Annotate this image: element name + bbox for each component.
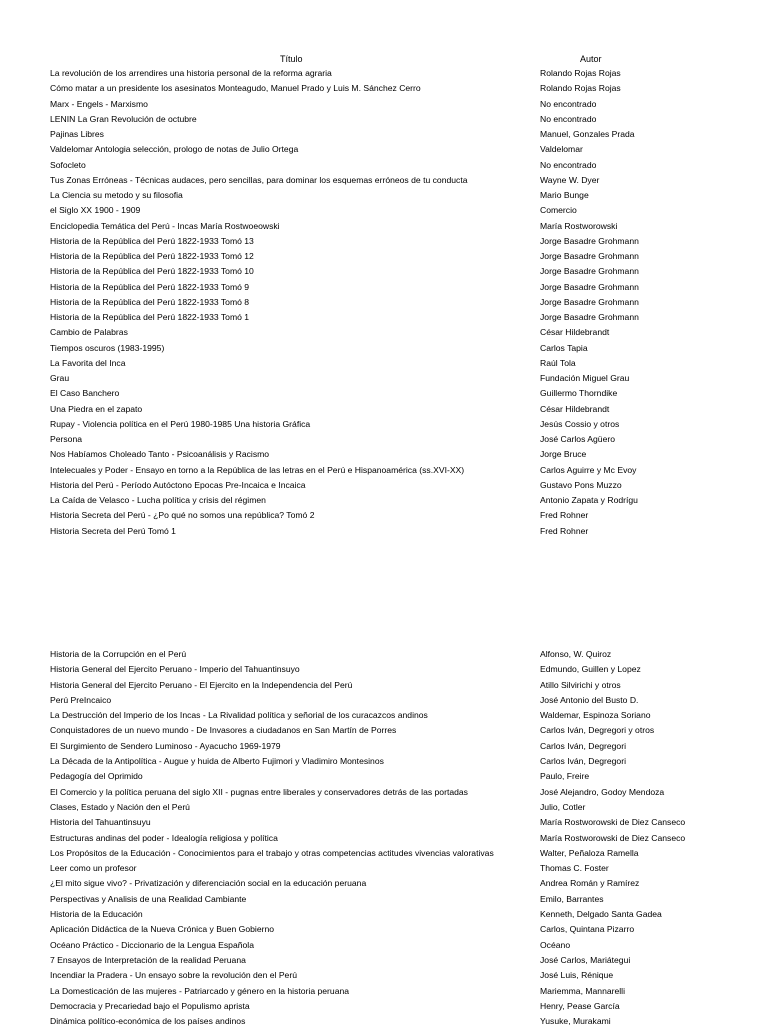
book-author: José Antonio del Busto D. (540, 694, 639, 705)
book-title: Democracia y Precariedad bajo el Populismo aprista (50, 1000, 250, 1011)
book-title: Intelecuales y Poder - Ensayo en torno a la República de las letras en el Perú e Hispanoamérica (ss.XVI-XX) (50, 464, 465, 475)
table-row (0, 508, 768, 523)
table-row (0, 295, 768, 310)
book-author: Fundación Miguel Grau (540, 373, 630, 383)
book-title: Historia de la República del Perú 1822-1933 Tomó 13 (50, 235, 254, 246)
book-author: Henry, Pease García (540, 1000, 620, 1011)
book-title: Rupay - Violencia política en el Perú 1980-1985 Una historia Gráfica (50, 418, 311, 429)
table-row (0, 493, 768, 508)
book-title: Nos Habíamos Choleado Tanto - Psicoanálisis y Racismo (50, 449, 270, 460)
book-title: Estructuras andinas del poder - Idealogía religiosa y política (50, 832, 278, 843)
book-title: Historia del Tahuantinsuyu (50, 817, 151, 828)
table-row (0, 219, 768, 234)
table-row (0, 739, 768, 754)
book-title: Perspectivas y Analisis de una Realidad Cambiante (50, 893, 247, 904)
book-list-group-2 (0, 647, 768, 1029)
table-row (0, 249, 768, 264)
table-row (0, 173, 768, 188)
table-row (0, 662, 768, 677)
book-author: Gustavo Pons Muzzo (540, 479, 622, 490)
book-title: Los Propósitos de la Educación - Conocimientos para el trabajo y otras competencias actitudes vivencias valorativas (50, 847, 494, 858)
book-author: Carlos Iván, Degregori y otros (540, 725, 655, 736)
table-row (0, 846, 768, 861)
book-author: No encontrado (540, 113, 597, 124)
book-author: Julio, Cotler (540, 801, 586, 812)
book-author: Comercio (540, 205, 577, 216)
book-title: Historia de la Educación (50, 909, 143, 920)
table-row (0, 478, 768, 493)
table-row (0, 647, 768, 662)
book-title: Cómo matar a un presidente los asesinatos Monteagudo, Manuel Prado y Luis M. Sánchez Cerro (50, 83, 421, 94)
book-author: César Hildebrandt (540, 327, 610, 338)
book-author: Edmundo, Guillen y Lopez (540, 664, 641, 675)
table-row (0, 922, 768, 937)
book-author: Waldemar, Espinoza Soriano (540, 710, 651, 721)
book-title: La Favorita del Inca (50, 357, 126, 368)
book-title: Historia de la Corrupción en el Perú (50, 649, 187, 659)
book-title: La Domesticación de las mujeres - Patriarcado y género en la historia peruana (50, 985, 350, 996)
book-title: Grau (50, 373, 70, 383)
book-title: La Década de la Antipolítica - Augue y huida de Alberto Fujimori y Vladimiro Montesinos (50, 756, 384, 767)
table-row (0, 999, 768, 1014)
book-author: Guillermo Thorndike (540, 388, 618, 399)
book-title: Historia de la República del Perú 1822-1933 Tomó 12 (50, 251, 254, 261)
book-title: Historia de la República del Perú 1822-1933 Tomó 9 (50, 281, 250, 292)
book-author: Thomas C. Foster (540, 863, 609, 874)
book-title: Pedagogía del Oprimido (50, 771, 143, 782)
book-author: Rolando Rojas Rojas (540, 83, 621, 94)
table-row (0, 968, 768, 983)
book-title: Incendiar la Pradera - Un ensayo sobre la revolución den el Perú (50, 970, 297, 981)
book-author: Fred Rohner (540, 510, 589, 521)
book-title: Tiempos oscuros (1983-1995) (50, 342, 165, 353)
book-author: No encontrado (540, 98, 597, 109)
table-row (0, 402, 768, 417)
book-author: Jorge Basadre Grohmann (540, 281, 639, 292)
book-author: Alfonso, W. Quiroz (540, 649, 612, 659)
table-row (0, 112, 768, 127)
table-row (0, 188, 768, 203)
table-row (0, 907, 768, 922)
book-author: Jorge Basadre Grohmann (540, 296, 639, 307)
table-row (0, 234, 768, 249)
book-list-group-1 (0, 66, 768, 539)
table-row (0, 984, 768, 999)
table-row (0, 800, 768, 815)
book-author: Kenneth, Delgado Santa Gadea (540, 909, 662, 920)
book-title: La Ciencia su metodo y su filosofia (50, 190, 183, 200)
book-author: Andrea Román y Ramírez (540, 878, 640, 889)
book-author: María Rostworowski (540, 220, 618, 231)
table-row (0, 815, 768, 830)
table-row (0, 264, 768, 279)
author-column-header: Autor (580, 54, 602, 64)
book-title: El Comercio y la política peruana del siglo XII - pugnas entre liberales y conservadores detrás de las portadas (50, 786, 468, 797)
table-row (0, 447, 768, 462)
book-title: La Destrucción del Imperio de los Incas - La Rivalidad política y señorial de los curacazcos andinos (50, 710, 428, 721)
book-title: Historia de la República del Perú 1822-1933 Tomó 8 (50, 296, 250, 307)
book-author: Jorge Basadre Grohmann (540, 235, 639, 246)
book-title: ¿El mito sigue vivo? - Privatización y diferenciación social en la educación peruana (50, 878, 367, 889)
book-author: Paulo, Freire (540, 771, 590, 782)
book-author: Carlos Iván, Degregori (540, 740, 626, 751)
book-author: José Luis, Rénique (540, 970, 614, 981)
book-title: Historia General del Ejercito Peruano - El Ejercito en la Independencia del Perú (50, 679, 353, 690)
table-row (0, 158, 768, 173)
book-title: Enciclopedia Temática del Perú - Incas María Rostwoeowski (50, 220, 280, 231)
book-author: José Carlos Agüero (540, 434, 615, 444)
table-row (0, 708, 768, 723)
book-title: Historia General del Ejercito Peruano - Imperio del Tahuantinsuyo (50, 664, 300, 675)
book-author: Antonio Zapata y Rodrígu (540, 495, 638, 505)
book-author: Jorge Bruce (540, 449, 587, 460)
table-row (0, 341, 768, 356)
book-title: El Caso Banchero (50, 388, 120, 399)
book-author: Atillo Silvirichi y otros (540, 679, 621, 690)
book-title: La revolución de los arrendires una historia personal de la reforma agraria (50, 68, 332, 78)
book-author: Emilo, Barrantes (540, 893, 604, 904)
table-row (0, 938, 768, 953)
table-row (0, 861, 768, 876)
table-row (0, 66, 768, 81)
book-author: María Rostworowski de Diez Canseco (540, 832, 686, 843)
book-author: César Hildebrandt (540, 403, 610, 414)
book-author: Carlos Iván, Degregori (540, 756, 626, 767)
book-author: Jorge Basadre Grohmann (540, 312, 639, 322)
title-column-header: Título (280, 54, 303, 64)
table-row (0, 754, 768, 769)
book-title: LENIN La Gran Revolución de octubre (50, 113, 197, 124)
book-author: Mario Bunge (540, 190, 589, 200)
book-title: Historia Secreta del Perú Tomó 1 (50, 525, 176, 536)
book-author: Raúl Tola (540, 357, 576, 368)
table-row (0, 876, 768, 891)
table-row (0, 678, 768, 693)
book-title: Leer como un profesor (50, 863, 137, 874)
book-author: No encontrado (540, 159, 597, 170)
book-title: Perú PreIncaico (50, 694, 112, 705)
table-row (0, 723, 768, 738)
book-title: el Siglo XX 1900 - 1909 (50, 205, 141, 216)
table-row (0, 127, 768, 142)
table-row (0, 417, 768, 432)
table-row (0, 97, 768, 112)
table-row (0, 432, 768, 447)
table-row (0, 386, 768, 401)
book-author: Wayne W. Dyer (540, 174, 600, 185)
book-author: Walter, Peñaloza Ramella (540, 847, 639, 858)
book-title: La Caída de Velasco - Lucha política y crisis del régimen (50, 495, 266, 505)
book-author: Océano (540, 939, 571, 950)
table-row (0, 356, 768, 371)
book-author: Jorge Basadre Grohmann (540, 251, 639, 261)
book-title: Historia de la República del Perú 1822-1933 Tomó 1 (50, 312, 250, 322)
table-row (0, 463, 768, 478)
book-title: Aplicación Didáctica de la Nueva Crónica y Buen Gobierno (50, 924, 275, 935)
table-row (0, 81, 768, 96)
book-title: Cambio de Palabras (50, 327, 128, 338)
book-author: Carlos Tapia (540, 342, 588, 353)
table-row (0, 524, 768, 539)
table-row (0, 371, 768, 386)
book-title: Pajinas Libres (50, 129, 104, 139)
book-title: Valdelomar Antologia selección, prologo de notas de Julio Ortega (50, 144, 299, 155)
table-row (0, 769, 768, 784)
book-author: Carlos Aguirre y Mc Evoy (540, 464, 637, 475)
book-title: 7 Ensayos de Interpretación de la realidad Peruana (50, 954, 246, 965)
book-title: El Surgimiento de Sendero Luminoso - Ayacucho 1969-1979 (50, 740, 281, 751)
book-title: Historia del Perú - Período Autóctono Epocas Pre-Incaica e Incaica (50, 479, 306, 490)
book-title: Marx - Engels - Marxismo (50, 98, 148, 109)
book-title: Tus Zonas Erróneas - Técnicas audaces, pero sencillas, para dominar los esquemas erróneos de tu conducta (50, 174, 468, 185)
book-author: José Alejandro, Godoy Mendoza (540, 786, 665, 797)
book-author: María Rostworowski de Diez Canseco (540, 817, 686, 828)
book-title: Clases, Estado y Nación den el Perú (50, 801, 190, 812)
table-row (0, 1014, 768, 1029)
table-row (0, 310, 768, 325)
table-row (0, 831, 768, 846)
book-title: Océano Práctico - Diccionario de la Lengua Española (50, 939, 254, 950)
book-author: Jorge Basadre Grohmann (540, 266, 639, 277)
table-row (0, 203, 768, 218)
table-row (0, 693, 768, 708)
table-row (0, 953, 768, 968)
book-author: Manuel, Gonzales Prada (540, 129, 635, 139)
book-author: Fred Rohner (540, 525, 589, 536)
table-row (0, 892, 768, 907)
book-title: Historia de la República del Perú 1822-1933 Tomó 10 (50, 266, 254, 277)
book-title: Conquistadores de un nuevo mundo - De Invasores a ciudadanos en San Martín de Porres (50, 725, 397, 736)
book-author: Rolando Rojas Rojas (540, 68, 621, 78)
book-title: Historia Secreta del Perú - ¿Po qué no somos una república? Tomó 2 (50, 510, 315, 521)
book-title: Persona (50, 434, 83, 444)
book-author: Jesús Cossio y otros (540, 418, 620, 429)
book-title: Una Piedra en el zapato (50, 403, 143, 414)
book-author: Mariemma, Mannarelli (540, 985, 626, 996)
book-author: José Carlos, Mariátegui (540, 954, 631, 965)
book-author: Yusuke, Murakami (540, 1016, 611, 1027)
book-author: Valdelomar (540, 144, 583, 155)
book-title: Sofocleto (50, 159, 86, 170)
book-title: Dinámica político-económica de los países andinos (50, 1016, 246, 1027)
table-row (0, 325, 768, 340)
book-author: Carlos, Quintana Pizarro (540, 924, 635, 935)
table-row (0, 280, 768, 295)
table-row (0, 142, 768, 157)
table-row (0, 785, 768, 800)
